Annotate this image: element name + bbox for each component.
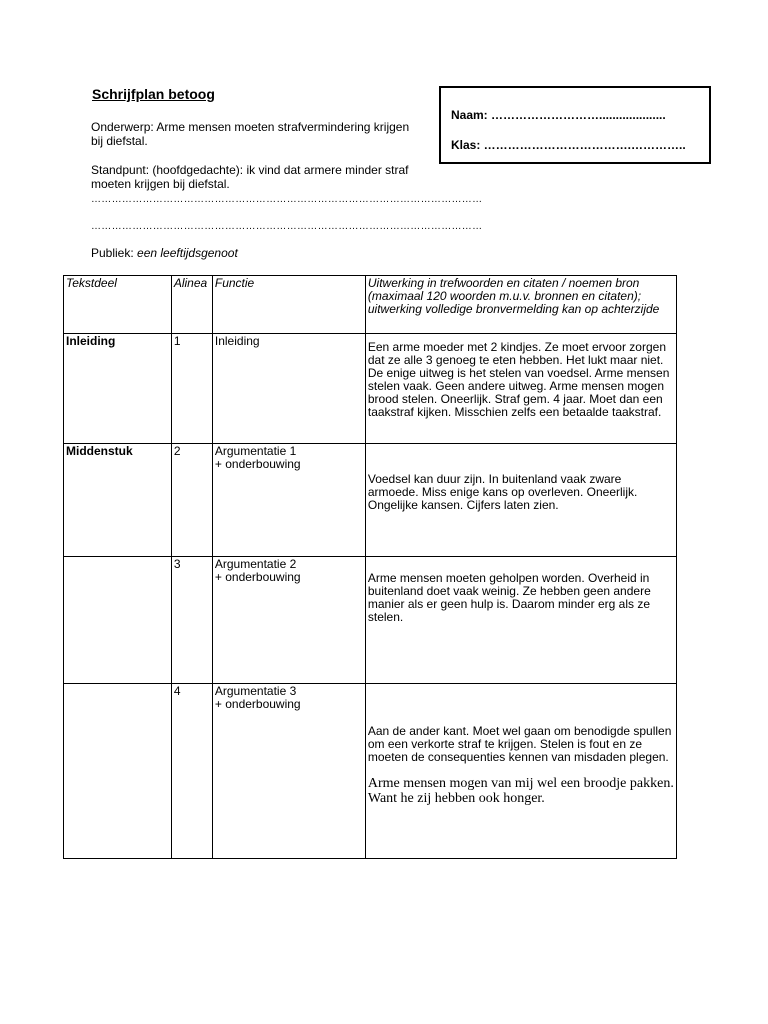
cell-functie: Argumentatie 3 + onderbouwing — [212, 684, 365, 859]
page-title: Schrijfplan betoog — [92, 86, 215, 102]
name-box — [439, 86, 711, 164]
table-row — [64, 557, 677, 684]
schrijfplan-table — [63, 275, 677, 859]
uitwerking-text: Aan de ander kant. Moet wel gaan om benodigde spullen om een verkorte straf te krijgen. Stelen is fout en ze moeten de consequenties kennen van misdaden plegen. — [367, 724, 672, 764]
dotted-line-1: …………………………………………………………………………………………………… — [91, 194, 483, 205]
header-uitwerking: Uitwerking in trefwoorden en citaten / noemen bron (maximaal 120 woorden m.u.v. bronnen en citaten); uitwerking volledige bronvermelding kan op achterzijde — [365, 276, 676, 334]
uitwerking-text: Voedsel kan duur zijn. In buitenland vaak zware armoede. Miss enige kans op overleven. Oneerlijk. Ongelijke kansen. Cijfers laten zien. — [367, 472, 638, 512]
header-tekstdeel: Tekstdeel — [64, 276, 172, 334]
table-row — [64, 444, 677, 557]
table-row — [64, 684, 677, 859]
table-header-row — [64, 276, 677, 334]
cell-alinea: 4 — [171, 684, 212, 859]
publiek-label: Publiek: — [91, 246, 138, 260]
cell-uitwerking[interactable] — [365, 684, 676, 859]
cell-functie: Argumentatie 2 + onderbouwing — [212, 557, 365, 684]
cell-alinea: 2 — [171, 444, 212, 557]
cell-tekstdeel — [64, 684, 172, 859]
cell-functie: Argumentatie 1 + onderbouwing — [212, 444, 365, 557]
cell-uitwerking[interactable] — [365, 557, 676, 684]
uitwerking-text: Een arme moeder met 2 kindjes. Ze moet ervoor zorgen dat ze alle 3 genoeg te eten hebben. Het lukt maar niet. De enige uitweg is het stelen van voedsel. Arme mensen stelen vaak. Geen andere uitweg. Arme mensen mogen brood stelen. Oneerlijk. Straf gem. 4 jaar. Moet dan een taakstraf kijken. Misschien zelfs een betaalde taakstraf. — [367, 340, 670, 419]
cell-uitwerking[interactable] — [365, 444, 676, 557]
cell-tekstdeel — [64, 557, 172, 684]
dotted-line-2: …………………………………………………………………………………………………… — [91, 221, 483, 232]
uitwerking-text: Arme mensen moeten geholpen worden. Overheid in buitenland doet vaak weinig. Ze hebben geen andere manier als er geen hulp is. Daarom minder erg als ze stelen. — [367, 571, 651, 624]
publiek-value: een leeftijdsgenoot — [137, 246, 238, 260]
cell-uitwerking[interactable] — [365, 334, 676, 444]
cell-tekstdeel: Middenstuk — [64, 444, 172, 557]
header-alinea: Alinea — [171, 276, 212, 334]
naam-field[interactable]: Naam: ……………………….................... — [451, 108, 666, 122]
cell-alinea: 1 — [171, 334, 212, 444]
onderwerp-text: Onderwerp: Arme mensen moeten strafvermindering krijgen bij diefstal. — [91, 120, 410, 148]
uitwerking-extra-text: Arme mensen mogen van mij wel een broodje pakken. Want he zij hebben ook honger. — [367, 776, 674, 806]
klas-field[interactable]: Klas: ……………………………….………….. — [451, 138, 686, 152]
cell-functie: Inleiding — [212, 334, 365, 444]
standpunt-text: Standpunt: (hoofdgedachte): ik vind dat armere minder straf moeten krijgen bij diefstal. — [91, 163, 409, 191]
table-row — [64, 334, 677, 444]
header-functie: Functie — [212, 276, 365, 334]
publiek-text — [91, 246, 238, 260]
cell-alinea: 3 — [171, 557, 212, 684]
cell-tekstdeel: Inleiding — [64, 334, 172, 444]
